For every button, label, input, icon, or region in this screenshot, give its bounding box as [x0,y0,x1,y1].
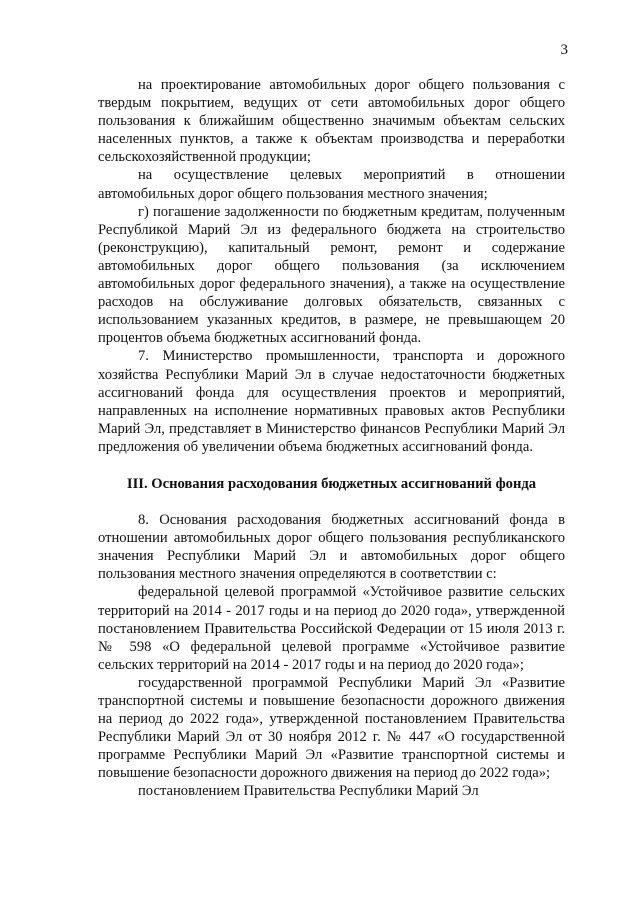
paragraph: на проектирование автомобильных дорог общего пользования с твердым покрытием, ведущих от сети автомобильных дорог общего пользования к ближайшим общественно значимым объектам сельских населенных пунктов, а также к объектам производства и переработки сельскохозяйственной продукции; [98,77,565,166]
paragraph: федеральной целевой программой «Устойчивое развитие сельских территорий на 2014 - 2017 годы и на период до 2020 года», утвержденной постановлением Правительства Российской Федерации от 15 июля 2013 г. № 598 «О федеральной целевой программе «Устойчивое развитие сельских территорий на 2014 - 2017 годы и на период до 2020 года»; [98,584,565,673]
section-heading: III. Основания расходования бюджетных ассигнований фонда [126,475,537,492]
paragraph: государственной программой Республики Марий Эл «Развитие транспортной системы и повышение безопасности дорожного движения на период до 2022 года», утвержденной постановлением Правительства Республики Марий Эл от 30 ноября 2012 г. № 447 «О государственной программе Республики Марий Эл «Развитие транспортной системы и повышение безопасности дорожного движения на период до 2022 года»; [98,674,565,782]
paragraph: 8. Основания расходования бюджетных ассигнований фонда в отношении автомобильных дорог общего пользования республиканского значения Республики Марий Эл и автомобильных дорог общего пользования местного значения определяются в соответствии с: [98,512,565,583]
document-body [98,76,565,801]
paragraph: постановлением Правительства Республики Марий Эл [138,783,479,800]
paragraph: на осуществление целевых мероприятий в отношении автомобильных дорог общего пользования местного значения; [98,167,565,202]
page-number: 3 [560,42,568,58]
paragraph: 7. Министерство промышленности, транспорта и дорожного хозяйства Республики Марий Эл в случае недостаточности бюджетных ассигнований фонда для осуществления проектов и мероприятий, направленных на исполнение нормативных правовых актов Республики Марий Эл, представляет в Министерство финансов Республики Марий Эл предложения об увеличении объема бюджетных ассигнований фонда. [98,348,565,455]
paragraph: г) погашение задолженности по бюджетным кредитам, полученным Республикой Марий Эл из федерального бюджета на строительство (реконструкцию), капитальный ремонт, ремонт и содержание автомобильных дорог общего пользования (за исключением автомобильных дорог федерального значения), а также на осуществление расходов на обслуживание долговых обязательств, связанных с использованием указанных кредитов, в размере, не превышающем 20 процентов объема бюджетных ассигнований фонда. [98,203,565,347]
